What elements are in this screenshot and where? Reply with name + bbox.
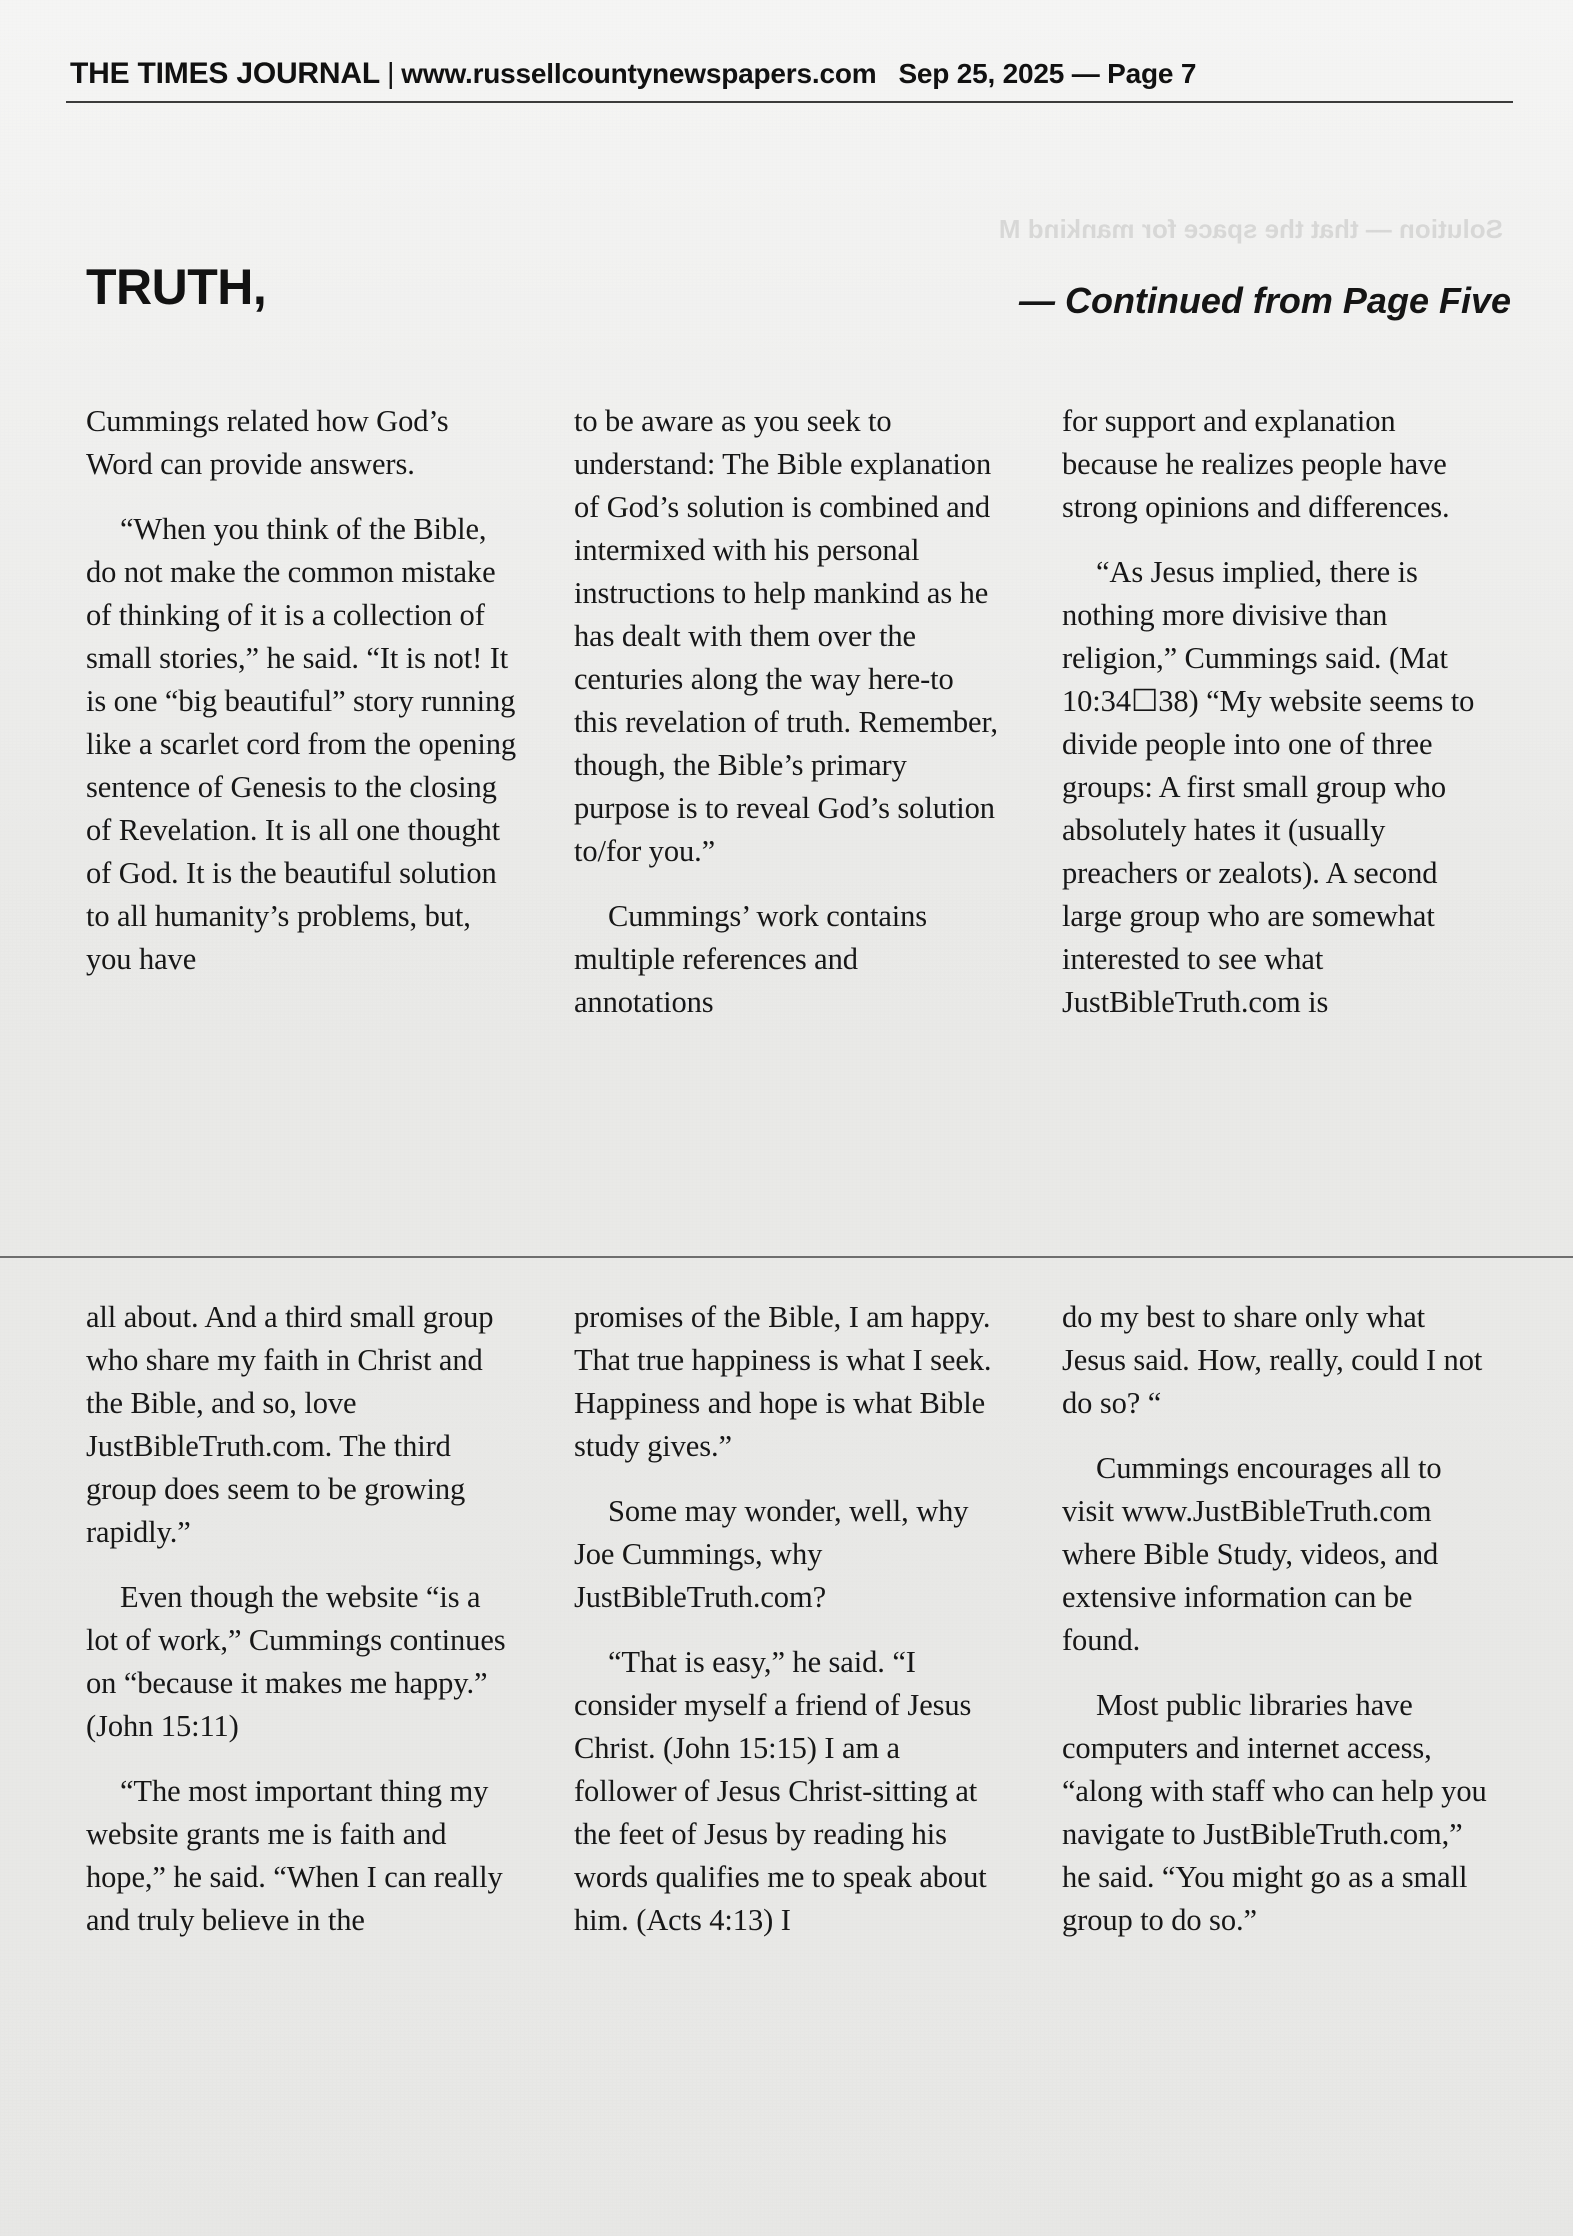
column-2-upper xyxy=(574,400,1004,1046)
article-headline: TRUTH, xyxy=(86,258,267,315)
masthead xyxy=(70,44,1511,104)
bleed-through-text: Solution — that the space for mankind M xyxy=(998,214,1503,244)
masthead-divider-rule xyxy=(66,101,1513,103)
paragraph: all about. And a third small group who share my faith in Christ and the Bible, and so, love JustBibleTruth.com. The third group does seem to be growing rapidly.” xyxy=(86,1300,494,1549)
column-3-lower xyxy=(1062,1296,1492,1964)
paragraph: Cummings’ work contains multiple references and annotations xyxy=(574,899,928,1019)
continued-from-label: — Continued from Page Five xyxy=(1018,280,1511,321)
paragraph: Some may wonder, well, why Joe Cummings, why JustBibleTruth.com? xyxy=(574,1494,969,1614)
paragraph: Cummings encourages all to visit www.JustBibleTruth.com where Bible Study, videos, and extensive information can be found. xyxy=(1062,1451,1442,1657)
column-1-lower xyxy=(86,1296,516,1964)
lower-column-block xyxy=(86,1296,1492,1964)
paragraph: “That is easy,” he said. “I consider myself a friend of Jesus Christ. (John 15:15) I am a follower of Jesus Christ-sitting at the feet of Jesus by reading his words qualifies me to speak about him. (Acts 4:13) I xyxy=(574,1645,987,1937)
paragraph: for support and explanation because he realizes people have strong opinions and differences. xyxy=(1062,404,1450,524)
paragraph: Even though the website “is a lot of work,” Cummings continues on “because it makes me happy.” (John 15:11) xyxy=(86,1580,506,1743)
masthead-website: www.russellcountynewspapers.com xyxy=(401,58,877,89)
masthead-paper-name: THE TIMES JOURNAL xyxy=(70,57,380,90)
paragraph: “When you think of the Bible, do not make the common mistake of thinking of it is a collection of small stories,” he said. “It is not! It is one “big beautiful” story running like a scarlet cord from the opening sentence of Genesis to the closing of Revelation. It is all one thought of God. It is the beautiful solution to all humanity’s problems, but, you have xyxy=(86,512,517,976)
paragraph: Most public libraries have computers and internet access, “along with staff who can help you navigate to JustBibleTruth.com,” he said. “You might go as a small group to do so.” xyxy=(1062,1688,1487,1937)
masthead-separator: | xyxy=(386,57,395,90)
paragraph: “The most important thing my website grants me is faith and hope,” he said. “When I can really and truly believe in the xyxy=(86,1774,503,1937)
column-1-upper xyxy=(86,400,516,1046)
paragraph: to be aware as you seek to understand: The Bible explanation of God’s solution is combined and intermixed with his personal instructions to help mankind as he has dealt with them over the centuries along the way here-to this revelation of truth. Remember, though, the Bible’s primary purpose is to reveal God’s solution to/for you.” xyxy=(574,404,998,868)
paragraph: “As Jesus implied, there is nothing more divisive than religion,” Cummings said. (Mat 10:34☐38) “My website seems to divide people into one of three groups: A first small group who absolutely hates it (usually preachers or zealots). A second large group who are somewhat interested to see what JustBibleTruth.com is xyxy=(1062,555,1475,1019)
masthead-dateline: Sep 25, 2025 — Page 7 xyxy=(898,58,1197,89)
column-2-lower xyxy=(574,1296,1004,1964)
paragraph: Cummings related how God’s Word can provide answers. xyxy=(86,404,449,481)
paragraph: do my best to share only what Jesus said. How, really, could I not do so? “ xyxy=(1062,1300,1483,1420)
paragraph: promises of the Bible, I am happy. That true happiness is what I seek. Happiness and hope is what Bible study gives.” xyxy=(574,1300,992,1463)
section-divider-rule xyxy=(0,1256,1573,1258)
upper-column-block xyxy=(86,400,1492,1046)
column-3-upper xyxy=(1062,400,1492,1046)
